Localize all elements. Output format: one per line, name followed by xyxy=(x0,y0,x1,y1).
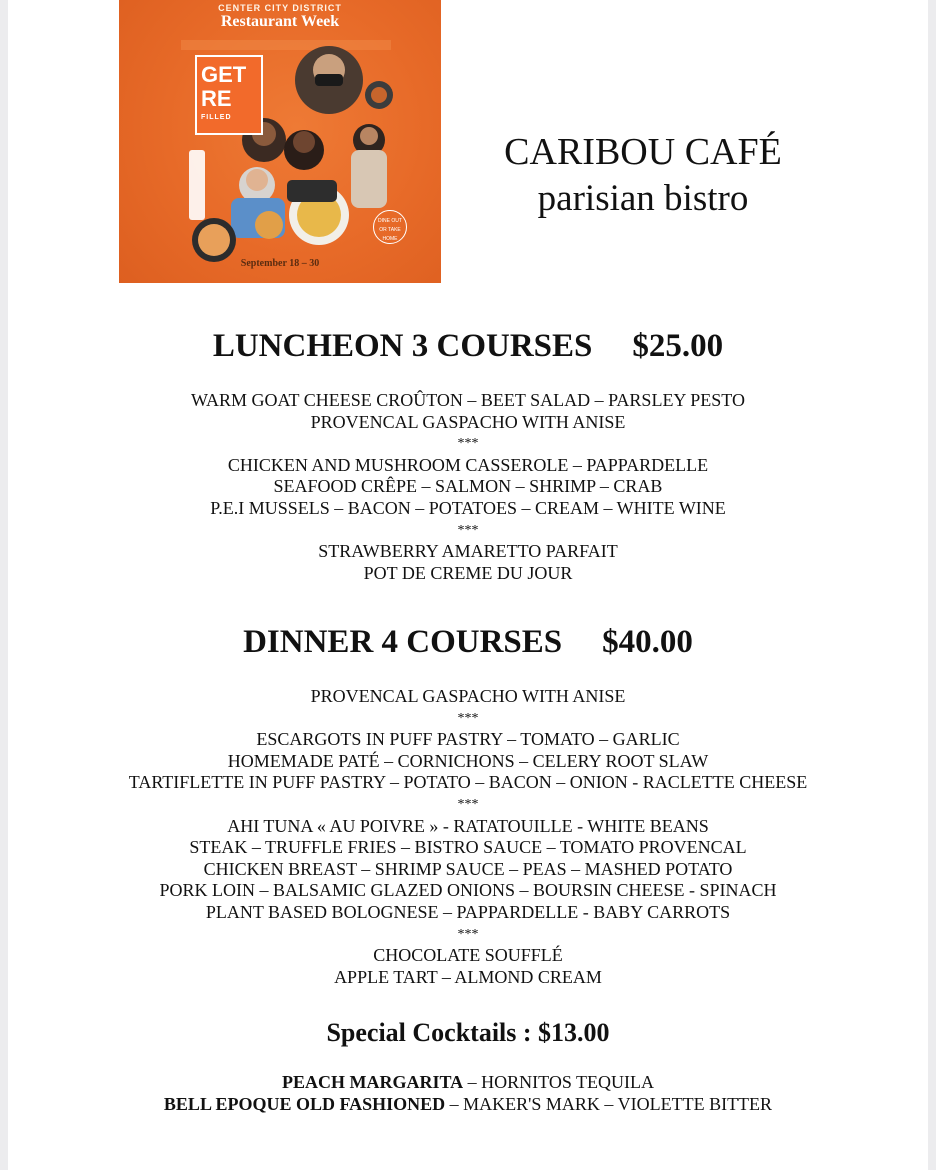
luncheon-title: LUNCHEON 3 COURSES xyxy=(212,328,593,364)
menu-item: STEAK – TRUFFLE FRIES – BISTRO SAUCE – TOMATO PROVENCAL xyxy=(189,837,747,858)
restaurant-week-poster xyxy=(119,0,441,283)
menu-item: WARM GOAT CHEESE CROÛTON – BEET SALAD – PARSLEY PESTO xyxy=(191,390,745,410)
menu-item: PLANT BASED BOLOGNESE – PAPPARDELLE - BABY CARROTS xyxy=(205,901,731,922)
dinner-heading xyxy=(8,624,928,661)
cocktail-detail: – MAKER'S MARK – VIOLETTE BITTER xyxy=(445,1093,773,1114)
restaurant-tagline: parisian bistro xyxy=(537,178,749,219)
menu-item: AHI TUNA « AU POIVRE » - RATATOUILLE - WHITE BEANS xyxy=(227,815,709,836)
cocktail-name: PEACH MARGARITA xyxy=(282,1072,464,1092)
poster-title: Restaurant Week xyxy=(220,13,340,30)
cocktail-item xyxy=(8,1094,928,1116)
luncheon-heading xyxy=(8,328,928,365)
restaurant-name: CARIBOU CAFÉ xyxy=(504,131,782,173)
menu-item: CHICKEN BREAST – SHRIMP SAUCE – PEAS – MASHED POTATO xyxy=(203,858,733,879)
menu-item: APPLE TART – ALMOND CREAM xyxy=(334,966,602,987)
dinner-title: DINNER 4 COURSES xyxy=(243,624,563,660)
slogan-get: GET xyxy=(201,62,247,87)
dinner-menu xyxy=(8,686,928,988)
course-separator: *** xyxy=(457,522,479,538)
course-separator: *** xyxy=(457,796,479,812)
cocktail-detail: – HORNITOS TEQUILA xyxy=(463,1072,654,1092)
poster-dates: September 18 – 30 xyxy=(240,258,320,269)
luncheon-menu xyxy=(8,390,928,584)
menu-item: PROVENCAL GASPACHO WITH ANISE xyxy=(310,686,626,706)
menu-page xyxy=(8,0,928,1170)
menu-item: PORK LOIN – BALSAMIC GLAZED ONIONS – BOURSIN CHEESE - SPINACH xyxy=(159,880,777,901)
cocktail-name: BELL EPOQUE OLD FASHIONED xyxy=(163,1093,446,1114)
menu-item: STRAWBERRY AMARETTO PARFAIT xyxy=(318,541,618,562)
slogan-filled: FILLED xyxy=(201,114,232,121)
menu-item: CHOCOLATE SOUFFLÉ xyxy=(373,945,563,966)
menu-item: POT DE CREME DU JOUR xyxy=(363,562,573,583)
course-separator: *** xyxy=(457,926,479,942)
menu-item: CHICKEN AND MUSHROOM CASSEROLE – PAPPARDELLE xyxy=(227,454,709,475)
menu-item: PROVENCAL GASPACHO WITH ANISE xyxy=(310,411,626,432)
poster-subtitle: CENTER CITY DISTRICT xyxy=(218,3,342,13)
course-separator: *** xyxy=(457,436,479,452)
slogan-re: RE xyxy=(201,86,232,111)
course-separator: *** xyxy=(457,710,479,726)
dine-out-badge: DINE OUT OR TAKE HOME xyxy=(373,210,407,244)
menu-item: SEAFOOD CRÊPE – SALMON – SHRIMP – CRAB xyxy=(273,476,663,497)
cocktail-item xyxy=(8,1072,928,1094)
menu-item: ESCARGOTS IN PUFF PASTRY – TOMATO – GARLIC xyxy=(256,729,680,750)
cocktails-menu xyxy=(8,1072,928,1115)
menu-item: HOMEMADE PATÉ – CORNICHONS – CELERY ROOT SLAW xyxy=(227,750,709,771)
dinner-price: $40.00 xyxy=(602,624,693,660)
luncheon-price: $25.00 xyxy=(632,328,724,364)
cocktails-heading: Special Cocktails : $13.00 xyxy=(326,1018,610,1047)
menu-item: TARTIFLETTE IN PUFF PASTRY – POTATO – BACON – ONION - RACLETTE CHEESE xyxy=(128,772,808,793)
menu-item: P.E.I MUSSELS – BACON – POTATOES – CREAM – WHITE WINE xyxy=(210,497,726,518)
